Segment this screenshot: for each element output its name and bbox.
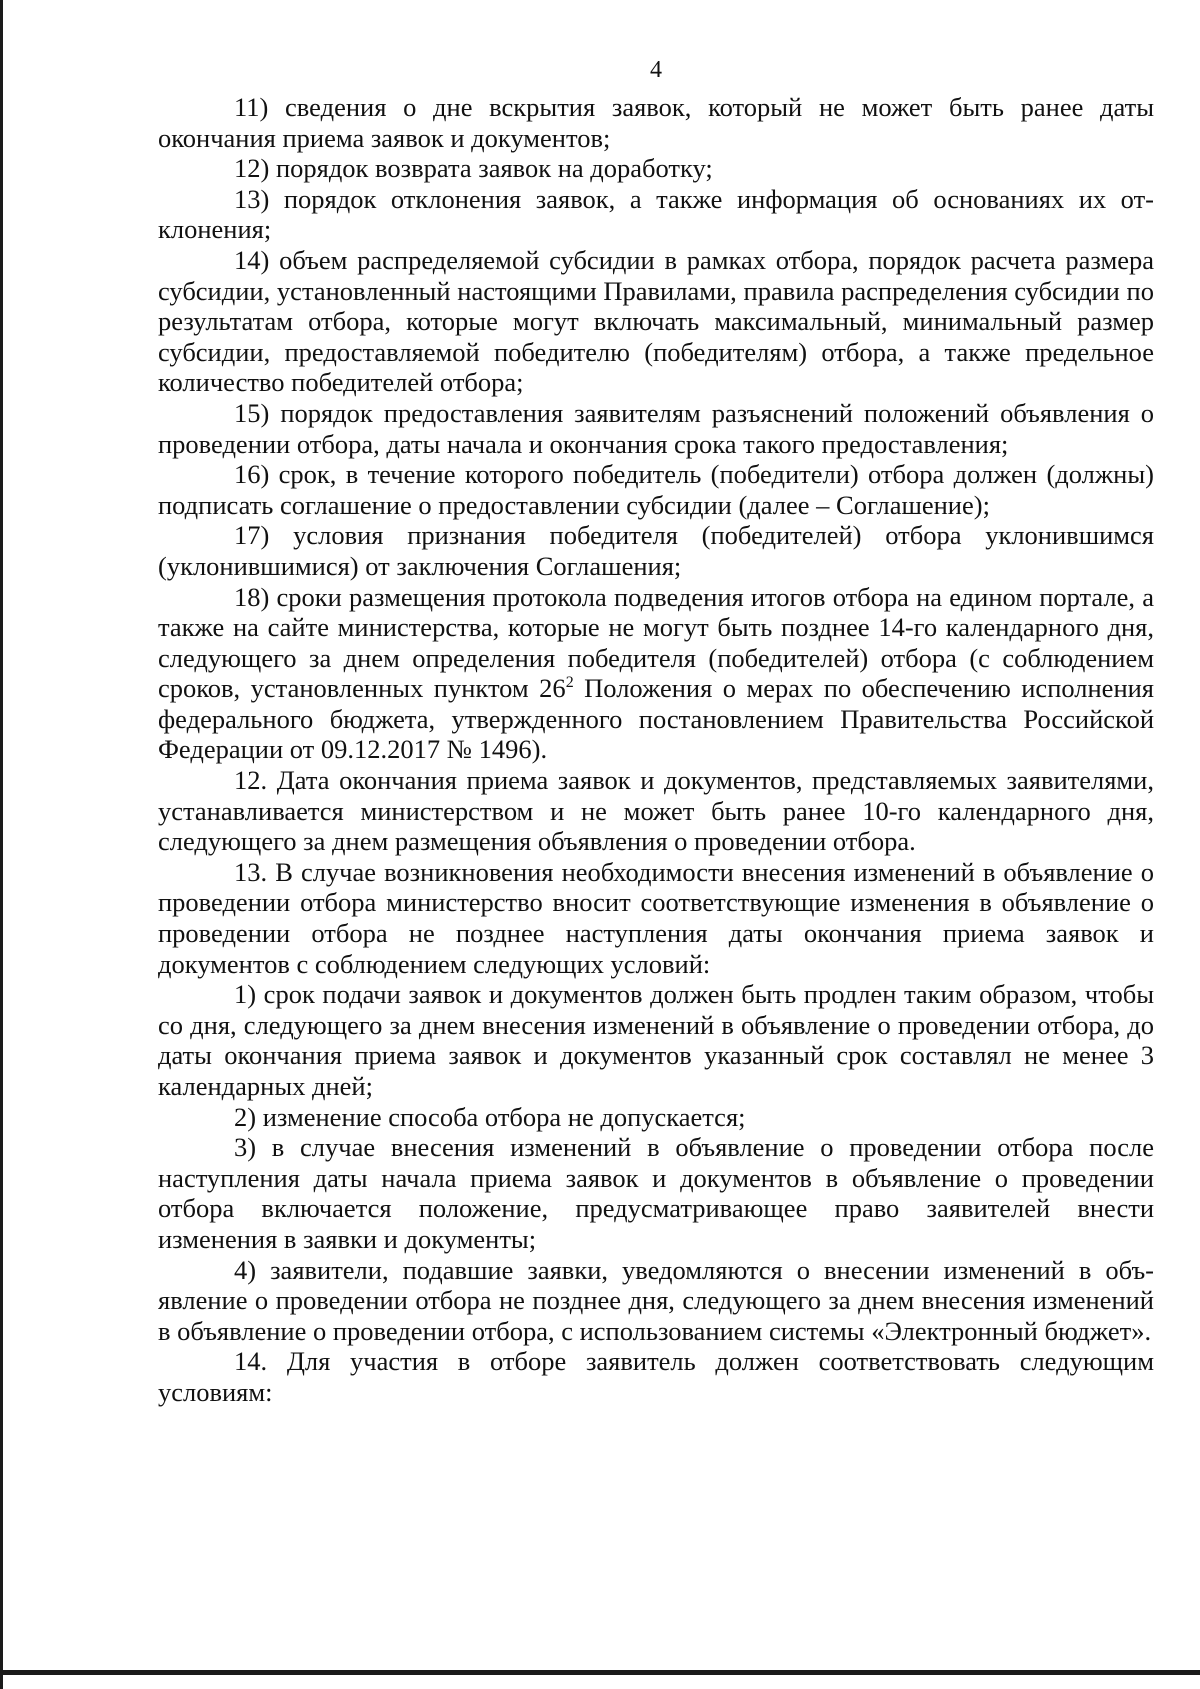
scan-border-bottom [0,1670,1200,1675]
condition-item-4: 4) заявители, подавшие заявки, уведомляются о внесении изменений в объявление о проведении отбора не позднее дня, следующего за днем внесения изменений в объявление о проведении отбора, с использованием системы «Электронный бюджет». [158,1254,1154,1346]
section-14-paragraph: 14. Для участия в отборе заявитель должен соответствовать следующим условиям: [158,1346,1154,1407]
list-item-11: 11) сведения о дне вскрытия заявок, который не может быть ранее даты окончания приема заявок и документов; [158,92,1154,153]
document-page [158,50,1154,1408]
list-item-15: 15) порядок предоставления заявителям разъяснений положений объявления о проведении отбора, даты начала и окончания срока такого предоставления; [158,397,1154,459]
list-item-12: 12) порядок возврата заявок на доработку; [234,153,713,184]
condition-item-1: 1) срок подачи заявок и документов должен быть продлен таким образом, чтобы со дня, следующего за днем внесения изменений в объявление о проведении отбора, до даты окончания приема заявок и документов указанный срок составлял не менее 3 календарных дней; [158,979,1154,1101]
superscript-marker: 2 [565,674,574,692]
list-item-18-text-after: Положения о мерах по обеспечению исполнения федерального бюджета, утвержденного постановлением Правительства Российской Федерации от 09.12.2017 № 1496). [158,673,1155,765]
condition-item-2: 2) изменение способа отбора не допускается; [234,1101,746,1132]
condition-item-3: 3) в случае внесения изменений в объявление о проведении отбора после наступления даты начала приема заявок и документов в объявление о проведении отбора включается положение, предусматривающее право заявителей внести изменения в заявки и документы; [158,1132,1154,1254]
list-item-16: 16) срок, в течение которого победитель (победители) отбора должен (должны) подписать соглашение о предоставлении субсидии (далее – Соглашение); [158,459,1154,520]
scan-border-left [0,0,3,1689]
section-13-paragraph: 13. В случае возникновения необходимости внесения изменений в объявление о проведении отбора министерство вносит соответствующие изменения в объявление о проведении отбора не позднее наступления даты окончания приема заявок и документов с соблюдением следующих условий: [158,856,1154,979]
section-12-paragraph: 12. Дата окончания приема заявок и документов, представляемых заявителями, устанавливается министерством и не может быть ранее 10-го календарного дня, следующего за днем размещения объявления о проведении отбора. [158,765,1154,857]
list-item-18 [158,582,1154,766]
list-item-14: 14) объем распределяемой субсидии в рамках отбора, порядок расчета размера субсидии, установленный настоящими Правилами, правила распределения субсидии по результатам отбора, которые могут включать максимальный, минимальный размер субсидии, предоставляемой победителю (победителям) отбора, а также предельное количество победителей отбора; [158,244,1154,398]
list-item-13: 13) порядок отклонения заявок, а также информация об основаниях их отклонения; [158,183,1154,245]
list-item-17: 17) условия признания победителя (победителей) отбора уклонившимся (уклонившимися) от заключения Соглашения; [158,520,1154,581]
page-number: 4 [650,57,662,83]
list-item-18-text-before: 18) сроки размещения протокола подведения итогов отбора на едином портале, а также на сайте министерства, которые не могут быть позднее 14-го календарного дня, следующего за днем определения победителя (победителей) отбора (с соблюдением сроков, установленных пунктом 26 [158,581,1154,704]
